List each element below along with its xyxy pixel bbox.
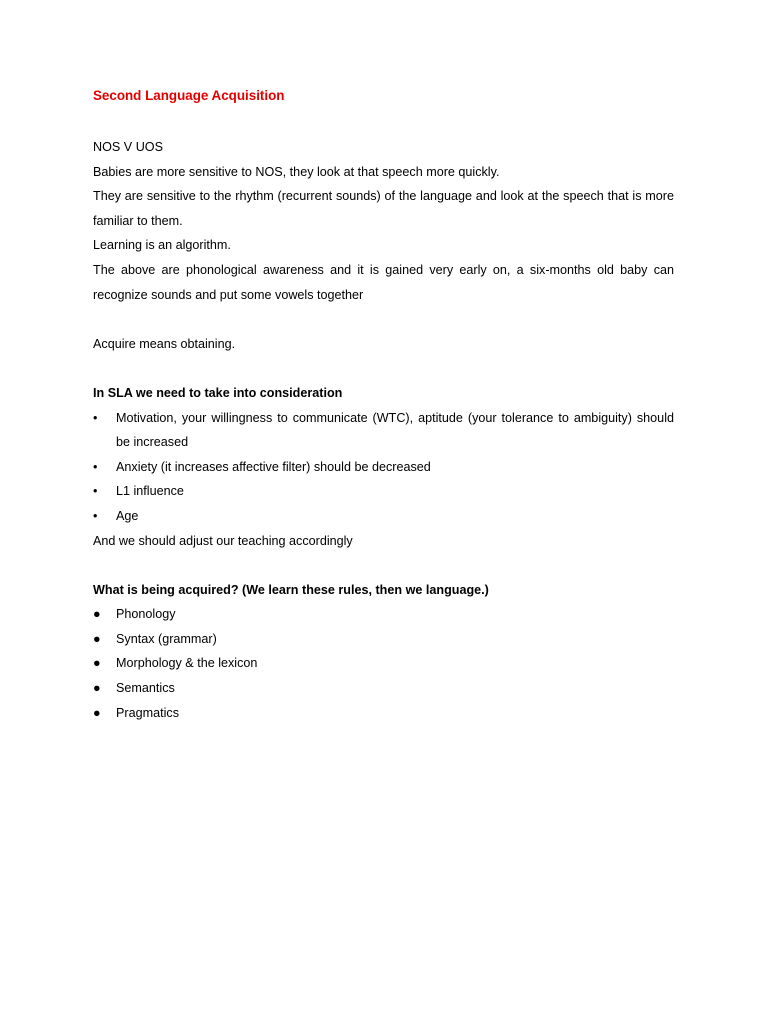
acquired-heading: What is being acquired? (We learn these rules, then we language.) [93,582,489,597]
bullet-icon: ● [93,681,101,696]
bullet-icon: ● [93,607,101,622]
list-item [93,455,674,480]
bullet-icon: ● [93,705,101,720]
list-item-text: Pragmatics [116,705,179,720]
bullet-icon: • [93,484,98,499]
bullet-icon: ● [93,631,101,646]
list-item [93,406,674,455]
list-item-text: Semantics [116,681,175,696]
blank-line [93,307,674,332]
list-item-text: Motivation, your willingness to communicate (WTC), aptitude (your tolerance to ambiguity) should be increased [116,410,674,450]
sla-list [93,406,674,529]
list-item-text: Morphology & the lexicon [116,656,258,671]
acquire-definition: Acquire means obtaining. [93,336,236,351]
intro-line: Babies are more sensitive to NOS, they look at that speech more quickly. [93,164,500,179]
bullet-icon: • [93,459,98,474]
document-page [93,86,674,725]
intro-line: They are sensitive to the rhythm (recurrent sounds) of the language and look at the speech that is more familiar to them. [93,189,674,228]
list-item-text: Syntax (grammar) [116,631,217,646]
list-item [93,504,674,529]
intro-line: NOS V UOS [93,140,163,154]
list-item-text: L1 influence [116,484,184,499]
acquired-list [93,602,674,725]
sla-heading: In SLA we need to take into consideration [93,385,343,400]
list-item [93,701,674,726]
list-item [93,651,674,676]
bullet-icon: • [93,410,98,425]
intro-line: The above are phonological awareness and it is gained very early on, a six-months old baby can recognize sounds and put some vowels together [93,262,674,302]
sla-conclusion: And we should adjust our teaching accordingly [93,533,353,548]
blank-line [93,553,674,578]
document-title: Second Language Acquisition [93,88,285,103]
intro-line: Learning is an algorithm. [93,238,231,253]
list-item-text: Age [116,508,139,523]
list-item [93,627,674,652]
list-item [93,479,674,504]
list-item-text: Anxiety (it increases affective filter) should be decreased [116,459,431,474]
bullet-icon: • [93,508,98,523]
list-item-text: Phonology [116,607,176,622]
list-item [93,602,674,627]
bullet-icon: ● [93,656,101,671]
blank-line [93,356,674,381]
list-item [93,676,674,701]
